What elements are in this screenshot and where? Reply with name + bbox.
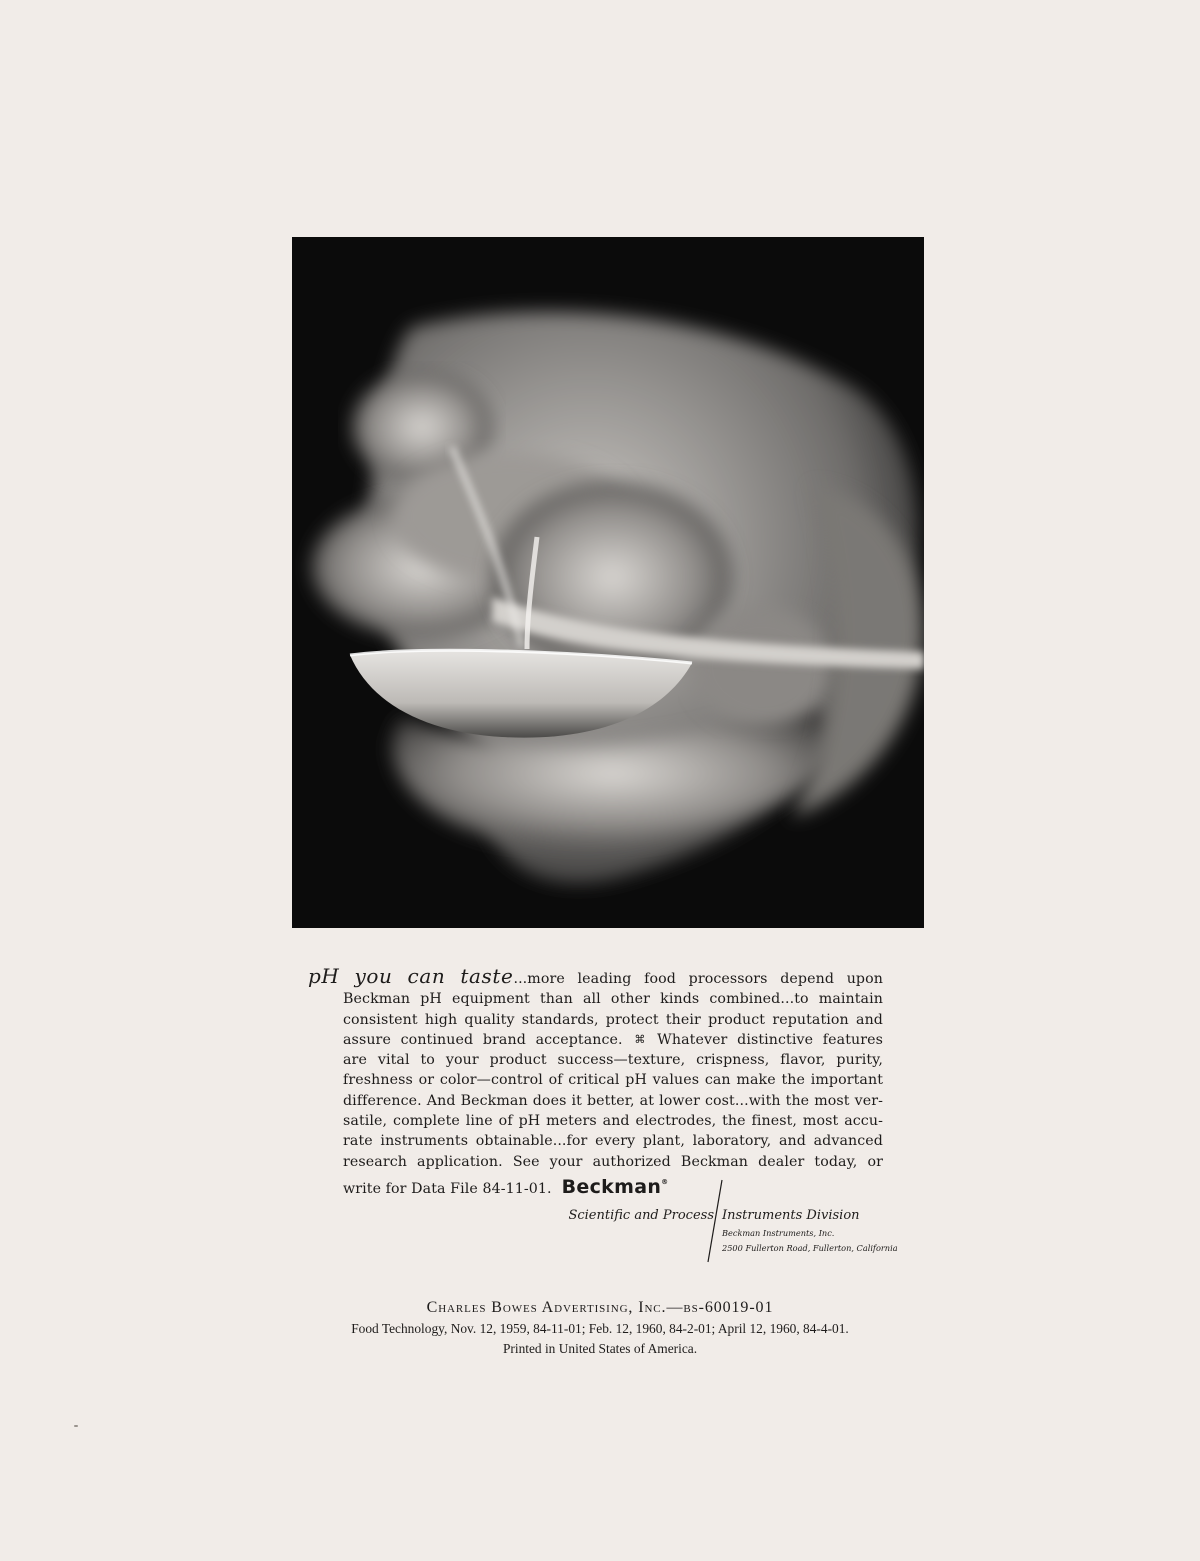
photo-illustration xyxy=(292,237,924,928)
body-line-8: satile, complete line of pH meters and electrodes, the finest, most accu- xyxy=(343,1113,883,1130)
body-text: assure continued brand acceptance. xyxy=(343,1031,623,1048)
tagline-right: Instruments Division xyxy=(722,1208,860,1223)
body-line-9: rate instruments obtainable...for every plant, laboratory, and advanced xyxy=(343,1133,883,1150)
body-line-7: difference. And Beckman does it better, at lower cost...with the most ver- xyxy=(343,1092,883,1109)
body-text: write for Data File 84-11-01. xyxy=(343,1180,552,1197)
publication-line: Food Technology, Nov. 12, 1959, 84-11-01; Feb. 12, 1960, 84-2-01; April 12, 1960, 84-4-01. xyxy=(351,1321,849,1336)
tagline-left: Scientific and Process xyxy=(568,1208,714,1223)
brand-name: Beckman xyxy=(561,1175,662,1198)
ad-body-copy xyxy=(308,966,883,1199)
registered-mark: ® xyxy=(661,1177,669,1186)
body-line-2: Beckman pH equipment than all other kinds combined...to maintain xyxy=(343,991,883,1008)
print-footer xyxy=(0,1297,1200,1359)
body-line-3: consistent high quality standards, protect their product reputation and xyxy=(343,1011,883,1028)
beckman-logo xyxy=(562,1176,669,1198)
printed-line: Printed in United States of America. xyxy=(502,1341,698,1356)
body-line-11 xyxy=(308,1172,883,1199)
body-line-1 xyxy=(308,966,883,989)
hand-holding-spoon-photo xyxy=(292,237,924,928)
body-line-5: are vital to your product success—texture, crispness, flavor, purity, xyxy=(343,1052,883,1069)
body-line-6: freshness or color—control of critical pH values can make the important xyxy=(343,1072,883,1089)
company-address: 2500 Fullerton Road, Fullerton, California xyxy=(722,1243,898,1253)
body-line-4 xyxy=(308,1030,883,1050)
body-text: Whatever distinctive features xyxy=(657,1031,883,1048)
ad-headline: pH you can taste xyxy=(308,964,514,988)
company-name: Beckman Instruments, Inc. xyxy=(722,1228,835,1238)
paragraph-separator-icon: ⌘ xyxy=(634,1032,646,1046)
body-text: ...more leading food processors depend upon xyxy=(513,971,883,987)
signature-block xyxy=(560,1208,940,1258)
agency-line: Charles Bowes Advertising, Inc.—bs-60019-01 xyxy=(426,1299,774,1316)
body-line-10: research application. See your authorized Beckman dealer today, or xyxy=(343,1153,883,1170)
paper-speck xyxy=(74,1425,78,1427)
